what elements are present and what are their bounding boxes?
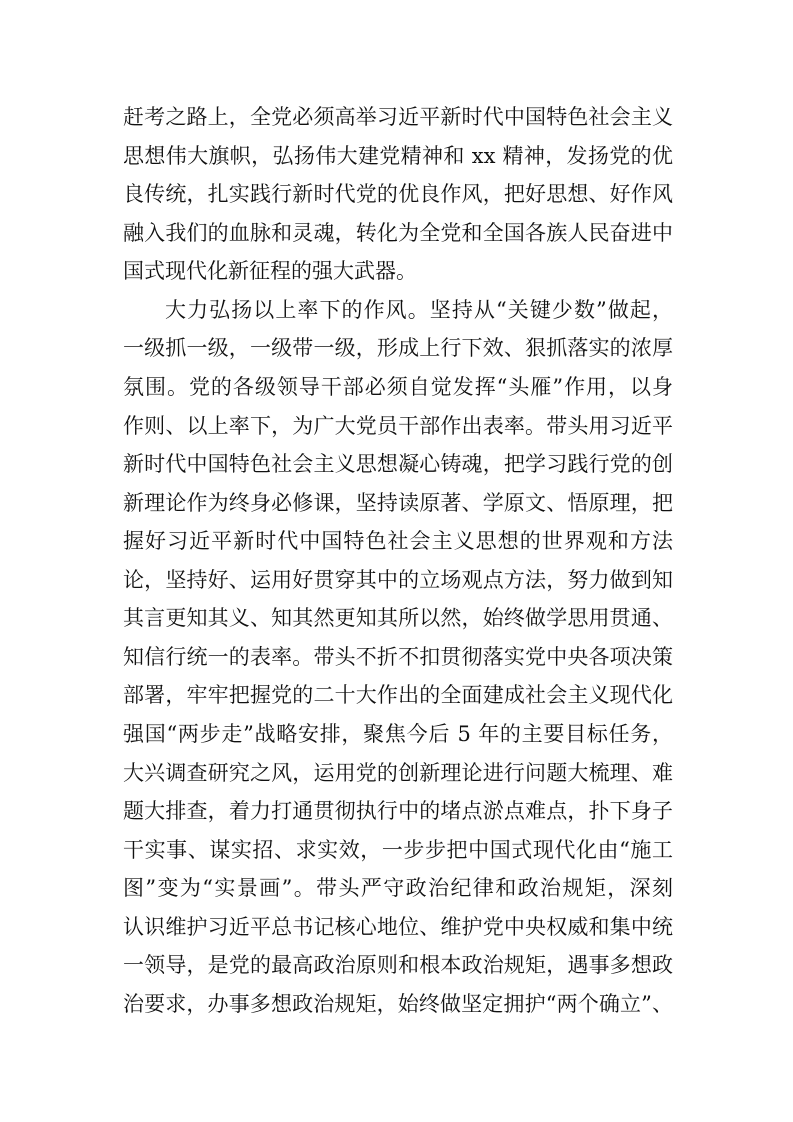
- paragraph-2: [123, 291, 673, 1024]
- document-page: [123, 98, 673, 1024]
- text-line: 大兴调查研究之风，运用党的创新理论进行问题大梳理、难: [123, 760, 673, 785]
- text-line: 知信行统一的表率。带头不折不扣贯彻落实党中央各项决策: [123, 644, 673, 669]
- text-line: 干实事、谋实招、求实效，一步步把中国式现代化由“施工: [123, 837, 673, 862]
- text-line: 图”变为“实景画”。带头严守政治纪律和政治规矩，深刻: [123, 876, 673, 901]
- text-line: 思想伟大旗帜，弘扬伟大建党精神和 xx 精神，发扬党的优: [123, 143, 673, 168]
- text-line: 新理论作为终身必修课，坚持读原著、学原文、悟原理，把: [123, 490, 673, 515]
- text-line: 治要求，办事多想政治规矩，始终做坚定拥护“两个确立”、: [123, 991, 673, 1016]
- text-line: 新时代中国特色社会主义思想凝心铸魂，把学习践行党的创: [123, 452, 673, 477]
- text-line: 部署，牢牢把握党的二十大作出的全面建成社会主义现代化: [123, 683, 673, 708]
- text-line: 作则、以上率下，为广大党员干部作出表率。带头用习近平: [123, 413, 673, 438]
- text-line: 国式现代化新征程的强大武器。: [123, 259, 417, 284]
- text-line: 良传统，扎实践行新时代党的优良作风，把好思想、好作风: [123, 182, 673, 207]
- text-line: 融入我们的血脉和灵魂，转化为全党和全国各族人民奋进中: [123, 220, 673, 245]
- text-line: 强国“两步走”战略安排，聚焦今后 5 年的主要目标任务，: [123, 722, 673, 746]
- text-line: 论，坚持好、运用好贯穿其中的立场观点方法，努力做到知: [123, 567, 673, 592]
- text-line: 大力弘扬以上率下的作风。坚持从“关键少数”做起，: [165, 297, 673, 322]
- text-line: 握好习近平新时代中国特色社会主义思想的世界观和方法: [123, 529, 673, 554]
- text-line: 认识维护习近平总书记核心地位、维护党中央权威和集中统: [123, 914, 673, 939]
- text-line: 其言更知其义、知其然更知其所以然，始终做学思用贯通、: [123, 606, 673, 631]
- text-line: 氛围。党的各级领导干部必须自觉发挥“头雁”作用，以身: [123, 374, 673, 399]
- text-line: 一领导，是党的最高政治原则和根本政治规矩，遇事多想政: [123, 953, 673, 978]
- text-line: 一级抓一级，一级带一级，形成上行下效、狠抓落实的浓厚: [123, 336, 673, 361]
- text-line: 题大排查，着力打通贯彻执行中的堵点淤点难点，扑下身子: [123, 799, 673, 824]
- text-line: 赶考之路上，全党必须高举习近平新时代中国特色社会主义: [123, 105, 673, 129]
- paragraph-1: [123, 98, 673, 291]
